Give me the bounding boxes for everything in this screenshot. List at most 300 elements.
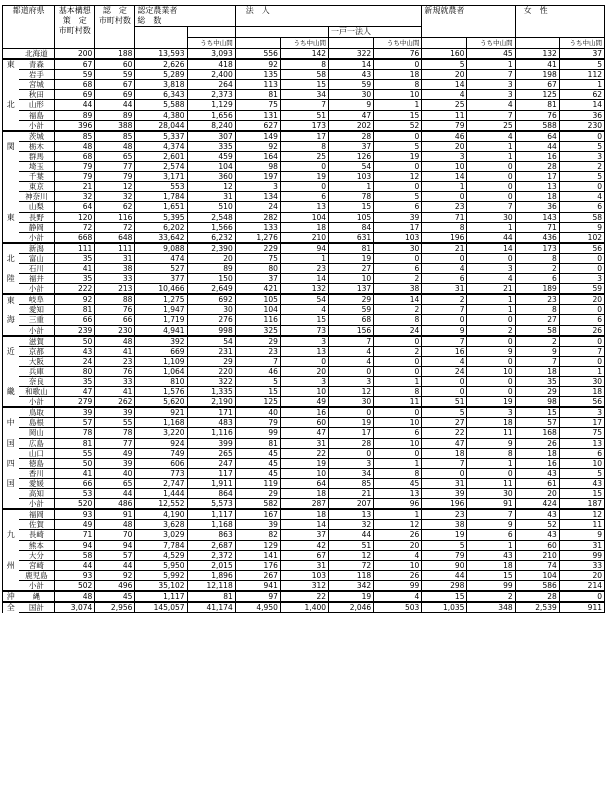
prefecture-name: 滋賀 [19,336,55,347]
prefecture-name: 広島 [19,438,55,448]
cell-corp-chusankan: 0 [280,182,328,192]
cell-women-total: 44 [515,141,559,151]
region-label [3,90,19,100]
cell-approved: 49 [95,448,135,458]
cell-women-total: 125 [515,90,559,100]
cell-corp-chusankan: 67 [280,550,328,560]
cell-new-total: 39 [422,489,467,499]
cell-corp-chusankan: 0 [280,162,328,172]
prefecture-name: 岩手 [19,70,55,80]
cell-corp-total: 229 [235,243,280,254]
cell-ichiko-chusankan: 8 [374,315,422,325]
cell-corp-chusankan: 37 [280,530,328,540]
cell-approved: 12 [95,182,135,192]
table-row [3,356,605,366]
cell-farmers-chusankan: 1,911 [187,478,235,488]
prefecture-name: 香川 [19,468,55,478]
cell-ichiko-chusankan: 103 [374,232,422,243]
table-row [3,100,605,110]
cell-women-total: 52 [515,520,559,530]
header-corp-total [235,38,280,49]
cell-new-chusankan: 2 [467,325,515,336]
cell-ichiko-total: 32 [329,520,374,530]
cell-ichiko-chusankan: 96 [374,499,422,510]
cell-basic-plan: 32 [55,192,95,202]
cell-ichiko-chusankan: 19 [374,151,422,161]
cell-ichiko-total: 19 [329,591,374,602]
cell-ichiko-chusankan: 1 [374,509,422,520]
prefecture-name: 小計 [19,284,55,295]
cell-women-chusankan: 3 [559,407,604,418]
cell-new-total: 79 [422,120,467,131]
cell-ichiko-total: 12 [329,387,374,397]
cell-farmers-chusankan: 2,190 [187,397,235,408]
cell-farmers-total: 1,168 [135,418,187,428]
cell-women-total: 168 [515,428,559,438]
cell-ichiko-total: 9 [329,100,374,110]
cell-farmers-chusankan: 265 [187,448,235,458]
region-label: 九 [3,530,19,540]
cell-ichiko-chusankan: 39 [374,212,422,222]
cell-new-chusankan: 348 [467,602,515,613]
cell-ichiko-total: 0 [329,366,374,376]
cell-ichiko-chusankan: 5 [374,141,422,151]
cell-farmers-total: 474 [135,253,187,263]
cell-basic-plan: 49 [55,520,95,530]
cell-new-chusankan: 0 [467,387,515,397]
cell-approved: 94 [95,540,135,550]
cell-new-total: 5 [422,540,467,550]
cell-corp-total: 125 [235,397,280,408]
prefecture-name: 奈良 [19,377,55,387]
cell-ichiko-total: 72 [329,560,374,570]
cell-approved: 45 [95,591,135,602]
prefecture-name: 静岡 [19,222,55,232]
cell-new-chusankan: 1 [467,294,515,305]
cell-farmers-total: 5,337 [135,131,187,142]
cell-new-total: 298 [422,580,467,591]
cell-corp-chusankan: 18 [280,222,328,232]
cell-farmers-total: 7,784 [135,540,187,550]
cell-approved: 188 [95,49,135,60]
cell-ichiko-chusankan: 0 [374,59,422,70]
region-label [3,489,19,499]
cell-ichiko-total: 202 [329,120,374,131]
cell-farmers-total: 10,466 [135,284,187,295]
cell-approved: 77 [95,438,135,448]
region-label: 関 [3,141,19,151]
cell-farmers-total: 1,651 [135,202,187,212]
header-farmers-line1: 認定農業者 [137,6,178,15]
cell-women-total: 588 [515,120,559,131]
cell-farmers-chusankan: 692 [187,294,235,305]
cell-new-total: 14 [422,172,467,182]
cell-basic-plan: 41 [55,468,95,478]
cell-farmers-chusankan: 1,117 [187,509,235,520]
cell-women-total: 18 [515,192,559,202]
cell-women-total: 28 [515,162,559,172]
cell-new-total: 31 [422,284,467,295]
prefecture-name: 福岡 [19,509,55,520]
prefecture-name: 縄 [19,591,55,602]
cell-approved: 2,956 [95,602,135,613]
cell-farmers-total: 1,947 [135,305,187,315]
cell-ichiko-chusankan: 0 [374,336,422,347]
cell-corp-chusankan: 210 [280,232,328,243]
cell-farmers-total: 12,552 [135,499,187,510]
cell-corp-total: 556 [235,49,280,60]
cell-women-chusankan: 37 [559,49,604,60]
cell-new-chusankan: 0 [467,377,515,387]
cell-new-chusankan: 0 [467,336,515,347]
cell-ichiko-total: 85 [329,478,374,488]
cell-corp-chusankan: 8 [280,59,328,70]
table-row [3,110,605,120]
region-label [3,284,19,295]
cell-farmers-chusankan: 2,372 [187,550,235,560]
cell-corp-chusankan: 51 [280,110,328,120]
cell-ichiko-total: 7 [329,336,374,347]
cell-women-chusankan: 1 [559,366,604,376]
cell-new-chusankan: 4 [467,274,515,284]
region-label [3,70,19,80]
cell-women-total: 74 [515,560,559,570]
prefecture-name: 小計 [19,325,55,336]
cell-new-total: 6 [422,274,467,284]
cell-women-chusankan: 18 [559,387,604,397]
prefecture-name: 岐阜 [19,294,55,305]
header-farmers-spacer2 [187,27,235,38]
cell-new-chusankan: 0 [467,468,515,478]
cell-corp-chusankan: 18 [280,509,328,520]
cell-farmers-total: 2,626 [135,59,187,70]
table-row [3,509,605,520]
cell-ichiko-chusankan: 99 [374,580,422,591]
cell-ichiko-chusankan: 8 [374,387,422,397]
cell-new-total: 8 [422,222,467,232]
cell-women-total: 28 [515,591,559,602]
cell-farmers-chusankan: 1,656 [187,110,235,120]
cell-ichiko-total: 43 [329,70,374,80]
cell-farmers-chusankan: 399 [187,438,235,448]
cell-ichiko-total: 126 [329,151,374,161]
cell-ichiko-total: 631 [329,232,374,243]
cell-new-chusankan: 4 [467,100,515,110]
prefecture-name: 茨城 [19,131,55,142]
cell-ichiko-chusankan: 4 [374,550,422,560]
cell-ichiko-total: 17 [329,428,374,438]
cell-approved: 91 [95,509,135,520]
cell-ichiko-total: 3 [329,377,374,387]
cell-new-total: 1,035 [422,602,467,613]
cell-new-chusankan: 0 [467,172,515,182]
region-label [3,120,19,131]
cell-women-total: 71 [515,222,559,232]
cell-basic-plan: 94 [55,540,95,550]
cell-corp-total: 92 [235,59,280,70]
cell-ichiko-chusankan: 52 [374,120,422,131]
cell-new-chusankan: 11 [467,428,515,438]
cell-women-chusankan: 13 [559,438,604,448]
cell-corp-chusankan: 15 [280,80,328,90]
cell-new-total: 160 [422,49,467,60]
cell-farmers-total: 28,044 [135,120,187,131]
prefecture-name: 島根 [19,418,55,428]
cell-farmers-chusankan: 117 [187,468,235,478]
cell-basic-plan: 66 [55,315,95,325]
cell-farmers-total: 377 [135,274,187,284]
cell-new-chusankan: 10 [467,366,515,376]
cell-new-total: 25 [422,100,467,110]
cell-corp-total: 119 [235,478,280,488]
cell-approved: 39 [95,407,135,418]
prefecture-name: 群馬 [19,151,55,161]
cell-women-total: 9 [515,346,559,356]
region-label [3,49,19,60]
cell-corp-chusankan: 10 [280,468,328,478]
region-label [3,172,19,182]
cell-women-total: 58 [515,325,559,336]
cell-corp-chusankan: 312 [280,580,328,591]
region-label: 中 [3,418,19,428]
cell-corp-total: 164 [235,151,280,161]
table-row [3,377,605,387]
cell-ichiko-chusankan: 14 [374,294,422,305]
cell-farmers-chusankan: 31 [187,192,235,202]
cell-corp-chusankan: 1 [280,253,328,263]
cell-ichiko-chusankan: 10 [374,438,422,448]
cell-women-chusankan: 59 [559,284,604,295]
cell-farmers-total: 924 [135,438,187,448]
table-row [3,120,605,131]
cell-corp-total: 421 [235,284,280,295]
cell-new-total: 0 [422,192,467,202]
cell-corp-total: 149 [235,131,280,142]
cell-basic-plan: 72 [55,222,95,232]
cell-corp-chusankan: 94 [280,243,328,254]
table-row [3,458,605,468]
table-row [3,530,605,540]
cell-corp-total: 104 [235,305,280,315]
cell-women-total: 132 [515,49,559,60]
cell-corp-chusankan: 25 [280,151,328,161]
region-label [3,80,19,90]
cell-basic-plan: 47 [55,387,95,397]
cell-ichiko-total: 59 [329,80,374,90]
cell-corp-total: 116 [235,315,280,325]
cell-approved: 59 [95,70,135,80]
cell-ichiko-total: 37 [329,141,374,151]
cell-approved: 76 [95,305,135,315]
cell-farmers-total: 3,029 [135,530,187,540]
cell-corp-total: 141 [235,550,280,560]
cell-new-total: 0 [422,468,467,478]
region-label [3,263,19,273]
header-women: 女 性 [515,6,604,38]
cell-women-chusankan: 5 [559,59,604,70]
cell-corp-chusankan: 103 [280,570,328,580]
cell-new-total: 10 [422,162,467,172]
cell-new-total: 23 [422,202,467,212]
cell-basic-plan: 396 [55,120,95,131]
cell-farmers-total: 773 [135,468,187,478]
table-row [3,182,605,192]
cell-new-chusankan: 99 [467,580,515,591]
cell-approved: 41 [95,387,135,397]
cell-farmers-total: 5,620 [135,397,187,408]
table-row [3,570,605,580]
cell-new-chusankan: 1 [467,151,515,161]
cell-new-chusankan: 8 [467,448,515,458]
cell-ichiko-chusankan: 17 [374,222,422,232]
cell-farmers-chusankan: 510 [187,202,235,212]
cell-women-chusankan: 214 [559,580,604,591]
cell-women-total: 210 [515,550,559,560]
cell-ichiko-chusankan: 13 [374,489,422,499]
cell-women-chusankan: 10 [559,458,604,468]
cell-ichiko-total: 1 [329,182,374,192]
region-label: 東 [3,294,19,305]
cell-basic-plan: 111 [55,243,95,254]
table-row [3,580,605,591]
cell-new-total: 22 [422,428,467,438]
cell-ichiko-total: 30 [329,90,374,100]
cell-women-total: 173 [515,243,559,254]
cell-ichiko-total: 156 [329,325,374,336]
cell-ichiko-chusankan: 1 [374,100,422,110]
cell-new-total: 7 [422,305,467,315]
cell-farmers-total: 921 [135,407,187,418]
cell-ichiko-total: 4 [329,346,374,356]
prefecture-name: 三重 [19,315,55,325]
table-row [3,49,605,60]
cell-corp-total: 267 [235,570,280,580]
cell-farmers-total: 5,992 [135,570,187,580]
cell-corp-total: 131 [235,110,280,120]
table-row [3,336,605,347]
cell-ichiko-chusankan: 12 [374,172,422,182]
cell-farmers-total: 4,380 [135,110,187,120]
cell-farmers-total: 4,190 [135,509,187,520]
cell-women-total: 15 [515,407,559,418]
cell-women-total: 198 [515,70,559,80]
cell-corp-chusankan: 18 [280,489,328,499]
cell-ichiko-chusankan: 1 [374,377,422,387]
header-farmers-spacer [135,27,187,38]
cell-women-chusankan: 230 [559,120,604,131]
cell-corp-total: 29 [235,336,280,347]
region-label [3,202,19,212]
cell-corp-chusankan: 31 [280,560,328,570]
table-row [3,90,605,100]
cell-corp-total: 45 [235,448,280,458]
cell-women-chusankan: 11 [559,520,604,530]
cell-farmers-total: 1,719 [135,315,187,325]
cell-new-chusankan: 9 [467,346,515,356]
cell-approved: 44 [95,560,135,570]
cell-basic-plan: 44 [55,560,95,570]
prefecture-name: 岡山 [19,428,55,438]
table-row [3,407,605,418]
cell-approved: 23 [95,356,135,366]
cell-farmers-chusankan: 89 [187,263,235,273]
cell-new-chusankan: 3 [467,90,515,100]
region-label [3,192,19,202]
cell-ichiko-chusankan: 0 [374,448,422,458]
region-label: 全 [3,602,19,613]
cell-women-chusankan: 112 [559,70,604,80]
table-row [3,192,605,202]
cell-corp-total: 133 [235,222,280,232]
cell-corp-chusankan: 0 [280,356,328,366]
cell-corp-chusankan: 19 [280,172,328,182]
cell-approved: 65 [95,151,135,161]
cell-new-total: 11 [422,110,467,120]
cell-farmers-total: 1,275 [135,294,187,305]
cell-corp-chusankan: 42 [280,540,328,550]
header-uchi-2: うち中山間 [280,38,328,49]
cell-farmers-chusankan: 2,687 [187,540,235,550]
cell-ichiko-chusankan: 10 [374,560,422,570]
cell-corp-chusankan: 64 [280,478,328,488]
cell-approved: 262 [95,397,135,408]
cell-new-total: 7 [422,458,467,468]
cell-basic-plan: 502 [55,580,95,591]
cell-new-total: 1 [422,182,467,192]
cell-women-total: 17 [515,172,559,182]
table-row [3,141,605,151]
cell-basic-plan: 93 [55,509,95,520]
cell-corp-total: 92 [235,141,280,151]
cell-new-chusankan: 15 [467,570,515,580]
cell-approved: 72 [95,222,135,232]
cell-ichiko-total: 105 [329,212,374,222]
cell-ichiko-total: 0 [329,448,374,458]
prefecture-name: 神奈川 [19,192,55,202]
cell-corp-total: 39 [235,520,280,530]
cell-basic-plan: 41 [55,263,95,273]
cell-basic-plan: 71 [55,530,95,540]
table-row [3,80,605,90]
table-row [3,478,605,488]
cell-new-chusankan: 3 [467,263,515,273]
cell-women-chusankan: 43 [559,478,604,488]
cell-basic-plan: 222 [55,284,95,295]
cell-women-chusankan: 187 [559,499,604,510]
cell-basic-plan: 21 [55,182,95,192]
cell-approved: 648 [95,232,135,243]
cell-farmers-chusankan: 864 [187,489,235,499]
cell-farmers-chusankan: 2,015 [187,560,235,570]
table-row [3,418,605,428]
region-label [3,162,19,172]
cell-ichiko-chusankan: 6 [374,202,422,212]
cell-farmers-total: 2,601 [135,151,187,161]
cell-new-chusankan: 7 [467,70,515,80]
cell-corp-chusankan: 104 [280,212,328,222]
cell-women-total: 13 [515,182,559,192]
header-basic-line1: 基本構想 [58,6,91,15]
cell-ichiko-total: 51 [329,540,374,550]
cell-farmers-total: 1,784 [135,192,187,202]
prefecture-name: 富山 [19,253,55,263]
cell-approved: 77 [95,162,135,172]
cell-farmers-total: 1,444 [135,489,187,499]
cell-ichiko-chusankan: 4 [374,591,422,602]
region-label [3,509,19,520]
cell-corp-total: 24 [235,202,280,212]
header-uchi-4: うち中山間 [467,38,515,49]
